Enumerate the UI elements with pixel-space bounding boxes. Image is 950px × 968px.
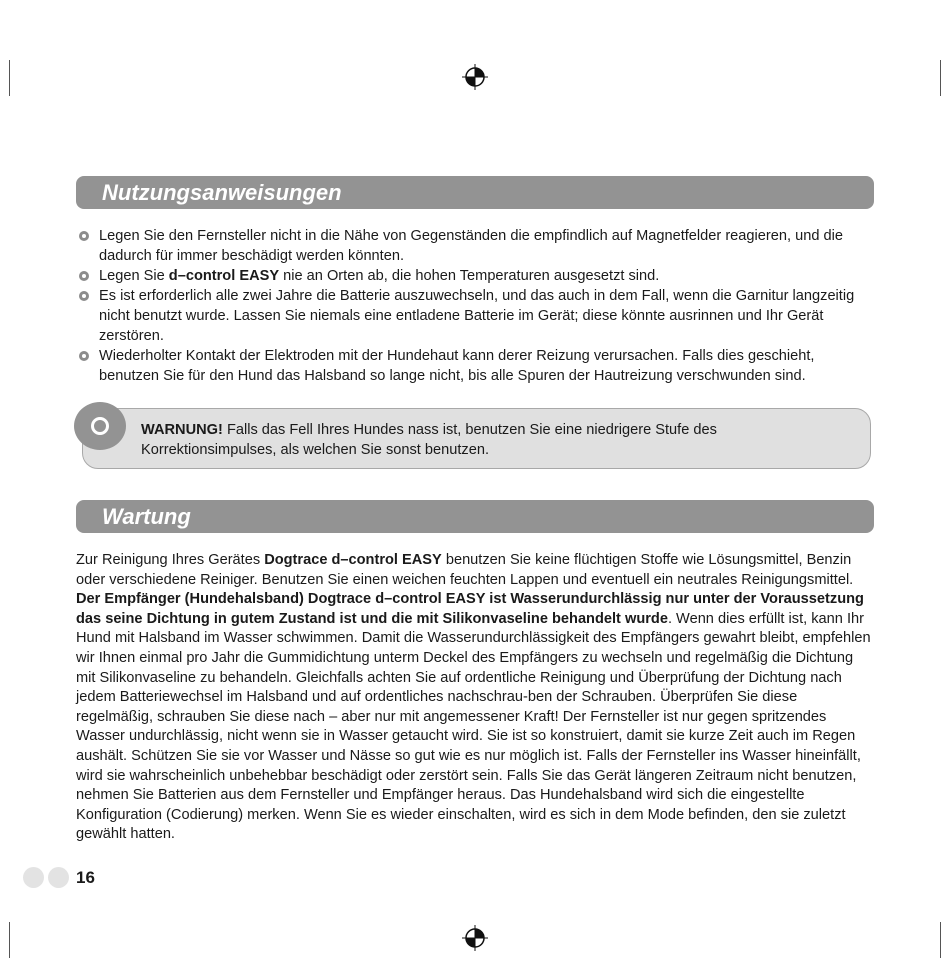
bullet-circle-icon: [79, 271, 89, 281]
page-dot-icon: [48, 867, 69, 888]
list-item-text: Wiederholter Kontakt der Elektroden mit der Hundehaut kann derer Reizung verursachen. Falls dies geschieht, benutzen Sie für den Hund das Halsband so lange nicht, bis alle Spuren der Hautreizung verschwunden sind.: [99, 348, 815, 384]
bullet-circle-icon: [79, 231, 89, 241]
crop-mark-left-top: [9, 60, 10, 96]
maintenance-paragraph: [76, 551, 874, 845]
usage-section-header: [76, 176, 874, 209]
page-dot-icon: [23, 867, 44, 888]
warning-circle-icon: [74, 402, 126, 450]
bullet-circle-icon: [79, 351, 89, 361]
crop-mark-right-top: [940, 60, 941, 96]
paragraph-emphasis: Der Empfänger (Hundehalsband) Dogtrace d–control EASY ist Wasserundurchlässig nur unter der Voraussetzung das seine Dichtung in gutem Zustand ist und die mit Silikonvaseline behandelt wurde: [76, 591, 864, 627]
list-item: [76, 346, 856, 386]
warning-label: WARNUNG!: [141, 422, 223, 438]
warning-message: Falls das Fell Ihres Hundes nass ist, benutzen Sie eine niedrigere Stufe des Korrektionsimpulses, als welchen Sie sonst benutzen.: [141, 422, 717, 458]
warning-text: [141, 420, 841, 460]
maintenance-section-header: [76, 500, 874, 533]
registration-mark-icon: [462, 925, 488, 951]
list-item-text: Es ist erforderlich alle zwei Jahre die Batterie auszuwechseln, und das auch in dem Fall, wenn die Garnitur langzeitig nicht benutzt wurde. Lassen Sie niemals eine entladene Batterie im Gerät; diese könnte ausrinnen und Ihr Gerät zerstören.: [99, 288, 855, 344]
product-name: d–control EASY: [168, 268, 280, 284]
paragraph-text: . Wenn dies erfüllt ist, kann Ihr Hund mit Halsband im Wasser schwimmen. Damit die Wasserundurchlässigkeit des Empfängers gewahrt bleibt, empfehlen wir Ihnen einmal pro Jahr die Gummidichtung unterm Deckel des Empfängers zu wechseln und regelmäßig die Dichtung mit Silikonvaseline zu behandeln. Gleichfalls achten Sie auf ordentliche Reinigung und Überprüfung der Dichtung nach jedem Batteriewechsel im Halsband und auf ordentliches nachschrau-ben der Schrauben. Überprüfen Sie diese regelmäßig, schrauben Sie diese nach – aber nur mit angemessener Kraft! Der Fernsteller ist nur gegen spritzendes Wasser undurchlässig, nicht wenn sie in Wasser getaucht wird. Sie ist so konstruiert, damit sie kurze Zeit auch im Regen aushält. Schützen Sie sie vor Wasser und Nässe so gut wie es nur möglich ist. Falls der Fernsteller ins Wasser hineinfällt, wird sie wahrscheinlich unbehebbar beschädigt oder zerstört sein. Falls Sie das Gerät längeren Zeitraum nicht benutzen, nehmen Sie Batterien aus dem Fernsteller und Empfänger heraus. Das Hundehalsband wird sich die eingestellte Konfiguration (Codierung) merken. Wenn Sie es wieder einschalten, wird es sich in dem Mode befinden, den sie zuletzt gewählt hatten.: [76, 610, 871, 843]
registration-mark-icon: [462, 64, 488, 90]
maintenance-section-title: Wartung: [102, 504, 191, 529]
page-number: 16: [76, 868, 95, 887]
paragraph-text: Zur Reinigung Ihres Gerätes: [76, 552, 265, 568]
usage-instructions-list: [76, 226, 856, 386]
list-item-text: Legen Sie: [99, 268, 169, 284]
list-item-text: Legen Sie den Fernsteller nicht in die Nähe von Gegenständen die empfindlich auf Magnetfelder reagieren, und die dadurch für immer beschädigt werden könnten.: [99, 228, 843, 264]
list-item-text: nie an Orten ab, die hohen Temperaturen ausgesetzt sind.: [279, 268, 660, 284]
bullet-circle-icon: [79, 291, 89, 301]
list-item: [76, 226, 856, 266]
crop-mark-right-bottom: [940, 922, 941, 958]
product-name: Dogtrace d–control EASY: [264, 552, 442, 568]
crop-mark-left-bottom: [9, 922, 10, 958]
list-item: [76, 266, 856, 286]
paragraph-text: benutzen Sie keine flüchtigen Stoffe wie Lösungsmittel, Benzin oder verschiedene Reiniger. Benutzen Sie einen weichen feuchten Lappen und eventuell ein neutrales Reinigungsmittel.: [76, 552, 854, 588]
list-item: [76, 286, 856, 346]
usage-section-title: Nutzungsanweisungen: [102, 180, 342, 205]
